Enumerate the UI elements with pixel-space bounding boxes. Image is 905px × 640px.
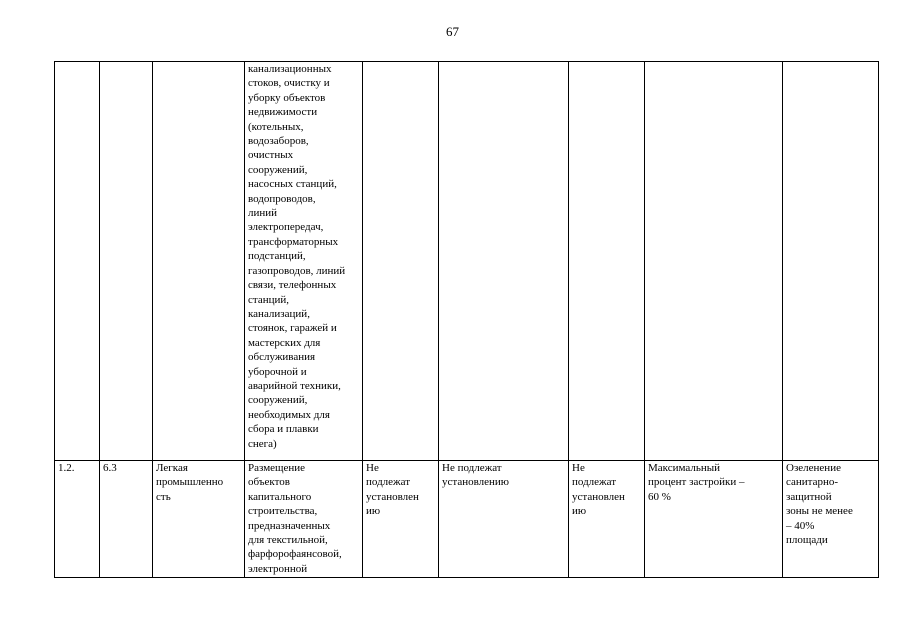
table-cell: Максимальный процент застройки – 60 % [645,461,783,578]
table-cell: Не подлежат установлен ию [363,461,439,578]
table-cell [645,62,783,461]
table-cell: Не подлежат установлен ию [569,461,645,578]
table-cell: Озеленение санитарно- защитной зоны не менее – 40% площади [783,461,879,578]
table-cell [439,62,569,461]
regulations-table [54,61,879,578]
table-cell: 1.2. [55,461,100,578]
table-cell: Не подлежат установлению [439,461,569,578]
table-cell [363,62,439,461]
table-cell: канализационных стоков, очистку и уборку объектов недвижимости (котельных, водозаборов, очистных сооружений, насосных станций, водопроводов, линий электропередач, трансформаторных подстанций, газопроводов, линий связи, телефонных станций, канализаций, стоянок, гаражей и мастерских для обслуживания уборочной и аварийной техники, сооружений, необходимых для сбора и плавки снега) [245,62,363,461]
table-cell: Размещение объектов капитального строительства, предназначенных для текстильной, фарфорофаянсовой, электронной [245,461,363,578]
table-cell [783,62,879,461]
page-number: 67 [446,24,459,39]
table-cell: 6.3 [100,461,153,578]
table-cell [100,62,153,461]
table-cell [569,62,645,461]
table-cell: Легкая промышленно сть [153,461,245,578]
table-row [55,461,879,578]
table-cell [55,62,100,461]
table-row [55,62,879,461]
table-cell [153,62,245,461]
